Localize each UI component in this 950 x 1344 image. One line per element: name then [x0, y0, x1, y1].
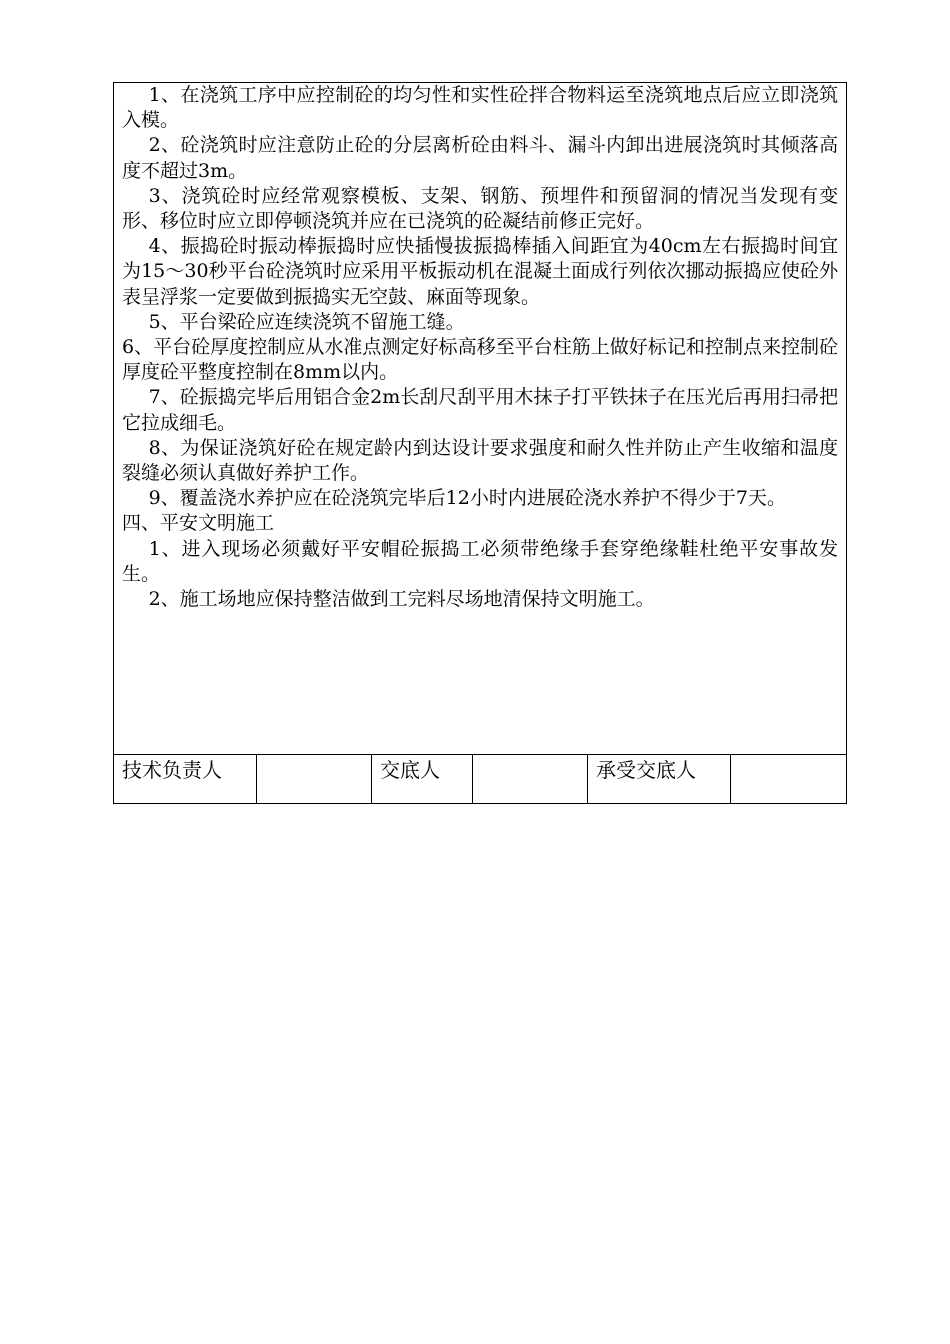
paragraph-2: 2、砼浇筑时应注意防止砼的分层离析砼由料斗、漏斗内卸出进展浇筑时其倾落高度不超过3m。 — [122, 134, 839, 182]
tech-lead-signature-field[interactable] — [257, 755, 372, 804]
briefer-signature-field[interactable] — [473, 755, 588, 804]
paragraph-3: 3、浇筑砼时应经常观察模板、支架、钢筋、预埋件和预留洞的情况当发现有变形、移位时应立即停顿浇筑并应在已浇筑的砼凝结前修正完好。 — [122, 184, 839, 233]
paragraph-5: 5、平台梁砼应连续浇筑不留施工缝。 — [148, 310, 465, 333]
paragraph-9: 9、覆盖浇水养护应在砼浇筑完毕后12小时内进展砼浇水养护不得少于7天。 — [148, 487, 786, 510]
signature-row — [114, 755, 847, 804]
briefing-table — [113, 82, 847, 804]
briefer-label: 交底人 — [372, 755, 473, 804]
content-row — [114, 83, 847, 755]
paragraph-7: 7、砼振捣完毕后用铝合金2m长刮尺刮平用木抹子打平铁抹子在压光后再用扫帚把它拉成细毛。 — [122, 386, 839, 434]
paragraph-1: 1、在浇筑工序中应控制砼的均匀性和实性砼拌合物料运至浇筑地点后应立即浇筑入模。 — [122, 84, 839, 132]
recipient-label: 承受交底人 — [588, 755, 731, 804]
paragraph-4: 4、振捣砼时振动棒振捣时应快插慢拔振捣棒插入间距宜为40cm左右振捣时间宜为15～30秒平台砼浇筑时应采用平板振动机在混凝土面成行列依次挪动振捣应使砼外表呈浮浆一定要做到振捣实无空鼓、麻面等现象。 — [122, 235, 839, 308]
recipient-signature-field[interactable] — [731, 755, 847, 804]
content-body — [122, 83, 838, 612]
tech-lead-label: 技术负责人 — [114, 755, 257, 804]
paragraph-6: 6、平台砼厚度控制应从水准点测定好标高移至平台柱筋上做好标记和控制点来控制砼厚度砼平整度控制在8mm以内。 — [122, 336, 839, 384]
content-cell — [114, 83, 847, 755]
paragraph-safety-1: 1、进入现场必须戴好平安帽砼振捣工必须带绝缘手套穿绝缘鞋杜绝平安事故发生。 — [122, 537, 839, 585]
section-heading-safety: 四、平安文明施工 — [122, 512, 275, 535]
paragraph-safety-2: 2、施工场地应保持整洁做到工完料尽场地清保持文明施工。 — [148, 588, 655, 611]
paragraph-8: 8、为保证浇筑好砼在规定龄内到达设计要求强度和耐久性并防止产生收缩和温度裂缝必须认真做好养护工作。 — [122, 436, 839, 485]
